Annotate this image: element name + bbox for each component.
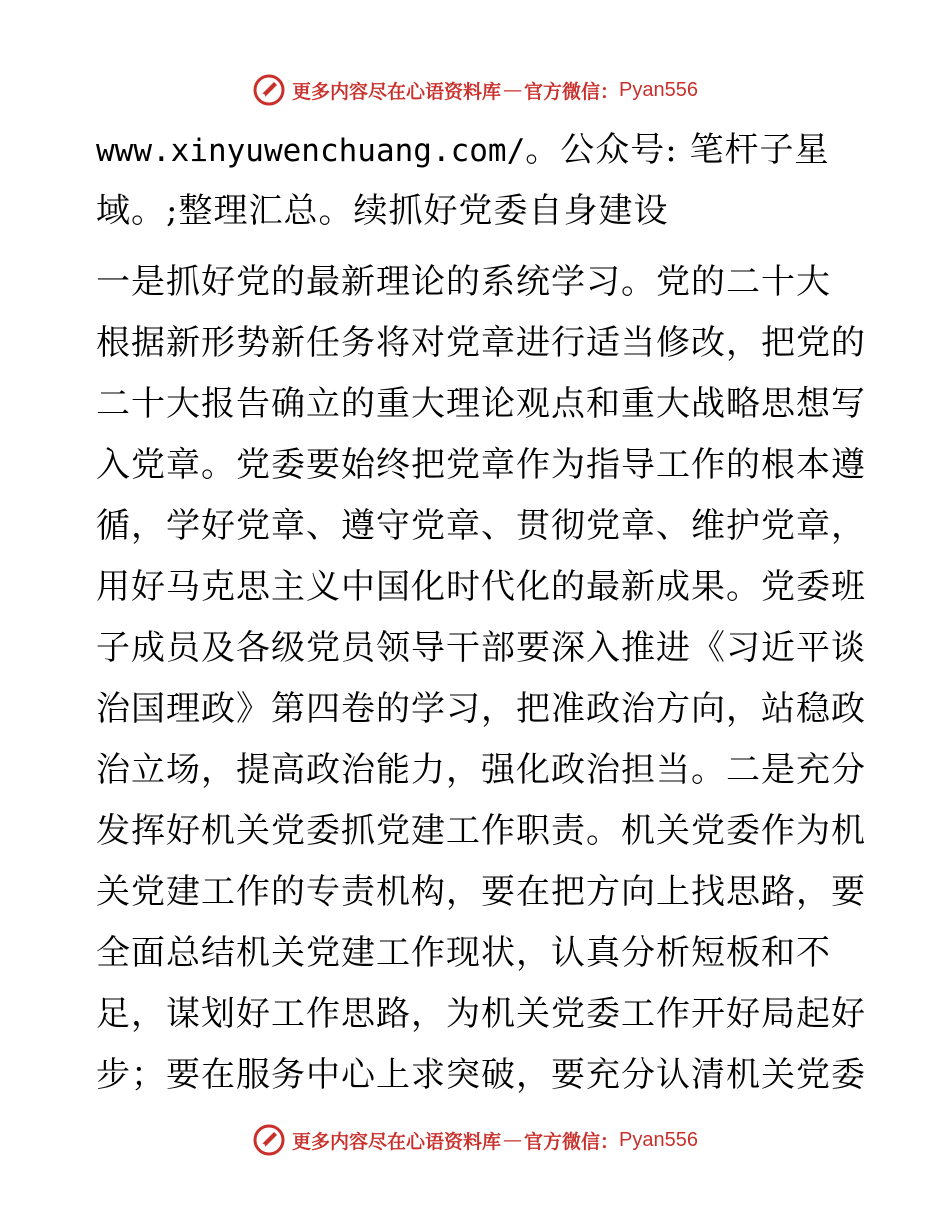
document-line-6: 循，学好党章、遵守党章、贯彻党章、维护党章， bbox=[96, 506, 866, 546]
document-line-8: 子成员及各级党员领导干部要深入推进《习近平谈 bbox=[96, 628, 866, 668]
wechat-label: 官方微信： bbox=[524, 1130, 620, 1153]
document-line-0 bbox=[96, 120, 866, 181]
document-line-1: 域。;整理汇总。续抓好党委自身建设 bbox=[96, 191, 669, 231]
footer-banner bbox=[0, 1120, 950, 1160]
brand-logo-icon bbox=[252, 73, 286, 107]
document-line-10: 治立场，提高政治能力，强化政治担当。二是充分 bbox=[96, 750, 866, 790]
document-line-5: 入党章。党委要始终把党章作为指导工作的根本遵 bbox=[96, 445, 866, 485]
wechat-label: 官方微信： bbox=[524, 80, 620, 103]
banner-separator: — bbox=[503, 79, 523, 101]
source-url: www.xinyuwenchuang.com/ bbox=[96, 133, 526, 169]
url-suffix: 。公众号: 笔杆子星 bbox=[525, 130, 830, 170]
brand-text: 更多内容尽在心语资料库 bbox=[292, 1130, 502, 1153]
document-body bbox=[96, 120, 866, 1106]
header-banner bbox=[0, 70, 950, 110]
brand-text: 更多内容尽在心语资料库 bbox=[292, 80, 502, 103]
document-line-2: 一是抓好党的最新理论的系统学习。党的二十大 bbox=[96, 262, 831, 302]
wechat-id: Pyan556 bbox=[619, 1128, 698, 1151]
document-line-13: 全面总结机关党建工作现状，认真分析短板和不 bbox=[96, 933, 831, 973]
document-line-15: 步；要在服务中心上求突破，要充分认清机关党委 bbox=[96, 1055, 866, 1095]
banner-separator: — bbox=[503, 1129, 523, 1151]
document-line-7: 用好马克思主义中国化时代化的最新成果。党委班 bbox=[96, 567, 866, 607]
document-line-14: 足，谋划好工作思路，为机关党委工作开好局起好 bbox=[96, 994, 866, 1034]
document-line-9: 治国理政》第四卷的学习，把准政治方向，站稳政 bbox=[96, 689, 866, 729]
document-line-12: 关党建工作的专责机构，要在把方向上找思路，要 bbox=[96, 872, 866, 912]
wechat-id: Pyan556 bbox=[619, 78, 698, 101]
paragraph-gap bbox=[96, 242, 866, 252]
brand-logo-icon bbox=[252, 1123, 286, 1157]
document-line-3: 根据新形势新任务将对党章进行适当修改，把党的 bbox=[96, 323, 866, 363]
document-line-4: 二十大报告确立的重大理论观点和重大战略思想写 bbox=[96, 384, 866, 424]
document-line-11: 发挥好机关党委抓党建工作职责。机关党委作为机 bbox=[96, 811, 866, 851]
